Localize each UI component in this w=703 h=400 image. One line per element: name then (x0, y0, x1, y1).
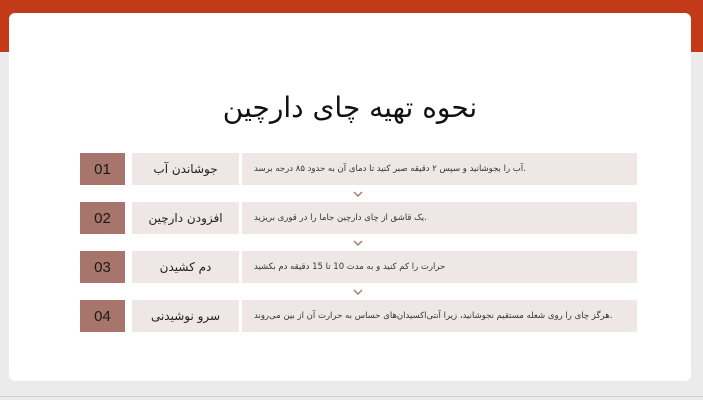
step-description-3: حرارت را کم کنید و به مدت 10 تا 15 دقیقه دم بکشید (242, 251, 637, 283)
slide-title: نحوه تهیه چای دارچین (222, 91, 478, 124)
step-name-3: دم کشیدن (132, 251, 239, 283)
step-number-2: 02 (80, 202, 125, 234)
bottom-divider (0, 396, 703, 397)
slide-canvas (9, 13, 691, 381)
chevron-down-icon (351, 287, 365, 297)
step-description-2: .یک قاشق از چای دارچین جاما را در قوری بریزید (242, 202, 637, 234)
chevron-down-icon (351, 189, 365, 199)
chevron-down-icon (351, 238, 365, 248)
step-name-4: سرو نوشیدنی (132, 300, 239, 332)
step-name-1: جوشاندن آب (132, 153, 239, 185)
step-description-4: .هرگز چای را روی شعله مستقیم نجوشانید، زیرا آنتی‌اکسیدان‌های حساس به حرارت آن از بین می‌روند (242, 300, 637, 332)
step-description-1: .آب را بجوشانید و سپس ۲ دقیقه صبر کنید تا دمای آن به حدود ۸۵ درجه برسد (242, 153, 637, 185)
step-number-3: 03 (80, 251, 125, 283)
step-number-4: 04 (80, 300, 125, 332)
step-name-2: افزودن دارچین (132, 202, 239, 234)
step-number-1: 01 (80, 153, 125, 185)
